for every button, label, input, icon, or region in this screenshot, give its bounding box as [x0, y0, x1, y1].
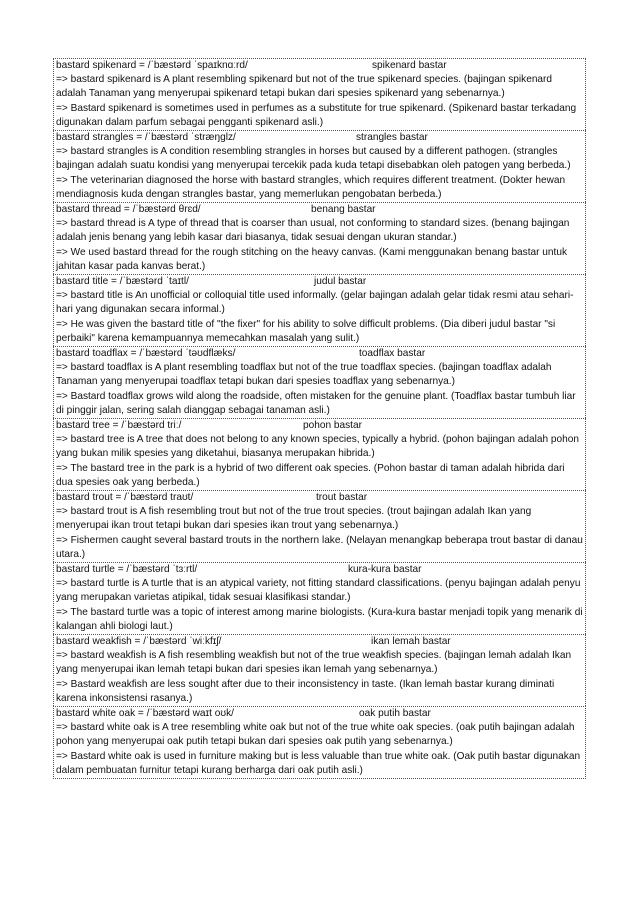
entry-translation: strangles bastar: [356, 132, 428, 143]
entry-block: [53, 706, 586, 779]
entry-translation: kura-kura bastar: [348, 564, 422, 575]
entry-example: => Bastard toadflax grows wild along the roadside, often mistaken for the genuine plant. (Toadflax bastar tumbuh liar di pinggir jalan, sering salah dianggap sebagai tanaman asli.): [56, 390, 576, 416]
entry-term: bastard white oak = /ˈbæstərd waɪt oʊk/: [56, 708, 234, 719]
entry-block: [53, 274, 586, 346]
entry-term: bastard trout = /ˈbæstərd traʊt/: [56, 492, 194, 503]
entry-definition: => bastard strangles is A condition resembling strangles in horses but caused by a different pathogen. (strangles bajingan adalah suatu kondisi yang menyerupai tercekik pada kuda tetapi disebabkan oleh patogen yang berbeda.): [56, 146, 571, 172]
entry-translation: toadflax bastar: [359, 348, 426, 359]
entry-block: [53, 130, 586, 202]
entry-definition: => bastard tree is A tree that does not belong to any known species, typically a hybrid. (pohon bajingan adalah pohon yang bukan milik spesies yang diketahui, biasanya merupakan hibrida.): [56, 434, 579, 460]
entry-example: => The bastard tree in the park is a hybrid of two different oak species. (Pohon bastar di taman adalah hibrida dari dua spesies oak yang berbeda.): [56, 462, 565, 488]
entry-block: [53, 634, 586, 706]
entry-term: bastard thread = /ˈbæstərd θrɛd/: [56, 204, 201, 215]
entry-definition: => bastard trout is A fish resembling trout but not of the true trout species. (trout bajingan adalah Ikan yang menyerupai ikan trout tetapi bukan dari spesies ikan trout yang sebenarnya.): [56, 506, 532, 532]
document-page: [53, 58, 586, 779]
entry-definition: => bastard white oak is A tree resembling white oak but not of the true white oak species. (oak putih bajingan adalah pohon yang menyerupai oak putih tetapi bukan dari spesies oak putih yang sebenarnya.): [56, 722, 575, 748]
entry-heading: [56, 563, 583, 577]
entry-block: [53, 418, 586, 490]
entry-definition: => bastard title is An unofficial or colloquial title used informally. (gelar bajingan adalah gelar tidak resmi atau sehari-hari yang digunakan secara informal.): [56, 290, 574, 316]
entry-definition: => bastard toadflax is A plant resembling toadflax but not of the true toadflax species. (bajingan toadflax adalah Tanaman yang menyerupai toadflax tetapi bukan dari spesies toadflax yang sebenarnya.): [56, 362, 552, 388]
entry-term: bastard toadflax = /ˈbæstərd ˈtəʊdflæks/: [56, 348, 236, 359]
entry-heading: [56, 275, 583, 289]
entry-block: [53, 58, 586, 130]
entry-block: [53, 202, 586, 274]
entry-block: [53, 562, 586, 634]
entry-translation: spikenard bastar: [372, 60, 447, 71]
entry-definition: => bastard spikenard is A plant resembling spikenard but not of the true spikenard species. (bajingan spikenard adalah Tanaman yang menyerupai spikenard tetapi bukan dari spesies spikenard yang sebenarnya.): [56, 74, 553, 100]
entry-example: => Bastard spikenard is sometimes used in perfumes as a substitute for true spikenard. (Spikenard bastar terkadang digunakan dalam parfum sebagai pengganti spikenard asli.): [56, 102, 577, 128]
entry-translation: trout bastar: [316, 492, 368, 503]
entry-example: => The bastard turtle was a topic of interest among marine biologists. (Kura-kura bastar menjadi topik yang menarik di kalangan ahli biologi laut.): [56, 606, 583, 632]
entry-heading: [56, 707, 583, 721]
entry-example: => He was given the bastard title of "the fixer" for his ability to solve difficult problems. (Dia diberi judul bastar "si perbaiki" karena kemampuannya memecahkan masalah yang sulit.): [56, 318, 556, 344]
entry-term: bastard strangles = /ˈbæstərd ˈstræŋɡlz/: [56, 132, 236, 143]
entry-block: [53, 346, 586, 418]
entry-example: => We used bastard thread for the rough stitching on the heavy canvas. (Kami menggunakan benang bastar untuk jahitan kasar pada kanvas berat.): [56, 246, 567, 272]
entry-translation: judul bastar: [314, 276, 367, 287]
entry-definition: => bastard weakfish is A fish resembling weakfish but not of the true weakfish species. (bajingan lemah adalah Ikan yang menyerupai ikan lemah tetapi bukan dari spesies ikan lemah yang sebenarnya.): [56, 650, 572, 676]
entry-definition: => bastard turtle is A turtle that is an atypical variety, not fitting standard classifications. (penyu bajingan adalah penyu yang merupakan varietas atipikal, tidak sesuai klasifikasi standar.): [56, 578, 581, 604]
entry-heading: [56, 635, 583, 649]
entry-term: bastard title = /ˈbæstərd ˈtaɪtl/: [56, 276, 189, 287]
entry-heading: [56, 131, 583, 145]
entry-definition: => bastard thread is A type of thread that is coarser than usual, not conforming to standard sizes. (benang bajingan adalah jenis benang yang lebih kasar dari biasanya, tidak sesuai dengan ukuran standar.): [56, 218, 570, 244]
entry-translation: pohon bastar: [303, 420, 362, 431]
entry-heading: [56, 491, 583, 505]
entry-example: => Bastard white oak is used in furniture making but is less valuable than true white oak. (Oak putih bastar digunakan dalam pembuatan furnitur tetapi kurang berharga dari oak putih asli.): [56, 750, 581, 776]
entry-example: => The veterinarian diagnosed the horse with bastard strangles, which requires different treatment. (Dokter hewan mendiagnosis kuda dengan strangles bastar, yang memerlukan pengobatan berbeda.): [56, 174, 566, 200]
entry-example: => Bastard weakfish are less sought after due to their inconsistency in taste. (Ikan lemah bastar kurang diminati karena inkonsistensi rasanya.): [56, 678, 555, 704]
entry-heading: [56, 347, 583, 361]
entry-heading: [56, 59, 583, 73]
entry-translation: benang bastar: [311, 204, 376, 215]
entry-block: [53, 490, 586, 562]
entry-example: => Fishermen caught several bastard trouts in the northern lake. (Nelayan menangkap beberapa trout bastar di danau utara.): [56, 534, 583, 560]
entry-term: bastard weakfish = /ˈbæstərd ˈwiːkfɪʃ/: [56, 636, 222, 647]
entry-term: bastard tree = /ˈbæstərd triː/: [56, 420, 182, 431]
entry-term: bastard turtle = /ˈbæstərd ˈtɜːrtl/: [56, 564, 198, 575]
entry-heading: [56, 203, 583, 217]
entry-translation: ikan lemah bastar: [371, 636, 451, 647]
entry-term: bastard spikenard = /ˈbæstərd ˈspaɪknɑːrd/: [56, 60, 248, 71]
entry-translation: oak putih bastar: [359, 708, 431, 719]
entry-heading: [56, 419, 583, 433]
